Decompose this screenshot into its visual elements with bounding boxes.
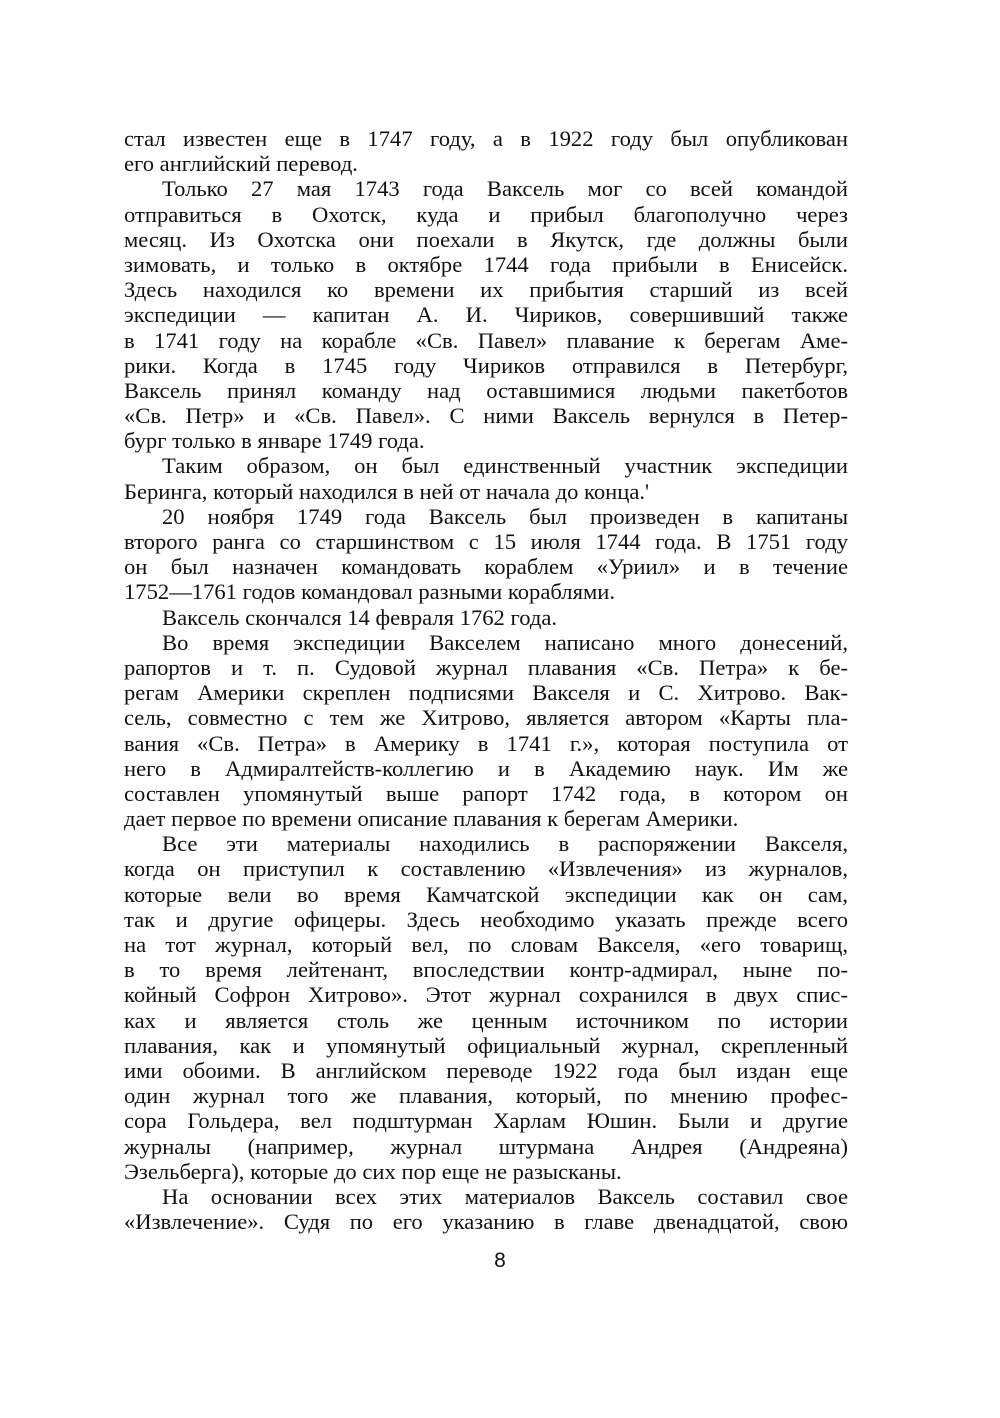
text-line: отправиться в Охотск, куда и прибыл благополучно через bbox=[124, 201, 848, 227]
paragraph bbox=[124, 1184, 848, 1234]
paragraph bbox=[124, 126, 848, 176]
paragraph bbox=[124, 831, 848, 1184]
text-line: составлен упомянутый выше рапорт 1742 года, в котором он bbox=[124, 780, 848, 806]
text-line: Беринга, который находился в ней от начала до конца.' bbox=[124, 478, 650, 504]
paragraph bbox=[124, 605, 848, 630]
text-line: Ваксель принял команду над оставшимися людьми пакетботов bbox=[124, 377, 848, 403]
text-line: которые вели во время Камчатской экспедиции как он сам, bbox=[124, 881, 848, 907]
text-line: зимовать, и только в октябре 1744 года прибыли в Енисейск. bbox=[124, 251, 848, 277]
page-number: 8 bbox=[494, 1249, 506, 1272]
text-line: 1752—1761 годов командовал разными кораблями. bbox=[124, 579, 615, 605]
text-line: Все эти материалы находились в распоряжении Вакселя, bbox=[162, 831, 848, 857]
text-line: него в Адмиралтейств-коллегию и в Академию наук. Им же bbox=[124, 755, 848, 781]
text-line: плавания, как и упомянутый официальный журнал, скрепленный bbox=[124, 1032, 848, 1058]
text-line: рапортов и т. п. Судовой журнал плавания «Св. Петра» к бе- bbox=[124, 654, 848, 680]
text-line: на тот журнал, который вел, по словам Вакселя, «его товарищ, bbox=[124, 932, 848, 957]
text-line: Таким образом, он был единственный участник экспедиции bbox=[162, 453, 848, 479]
text-line: второго ранга со старшинством с 15 июля 1744 года. В 1751 году bbox=[124, 529, 848, 554]
text-line: так и другие офицеры. Здесь необходимо указать прежде всего bbox=[124, 906, 848, 932]
text-line: Только 27 мая 1743 года Ваксель мог со всей командой bbox=[162, 176, 848, 202]
text-line: его английский перевод. bbox=[124, 151, 358, 177]
text-line: в то время лейтенант, впоследствии контр-адмирал, ныне по- bbox=[124, 957, 848, 983]
text-line: один журнал того же плавания, который, по мнению профес- bbox=[124, 1083, 848, 1109]
text-line: На основании всех этих материалов Ваксель составил свое bbox=[162, 1183, 848, 1209]
text-line: 20 ноября 1749 года Ваксель был произведен в капитаны bbox=[162, 503, 848, 529]
text-line: сора Гольдера, вел подштурман Харлам Юшин. Были и другие bbox=[124, 1108, 848, 1134]
paragraph bbox=[124, 504, 848, 605]
page-body bbox=[124, 126, 848, 1234]
paragraph bbox=[124, 630, 848, 832]
text-line: в 1741 году на корабле «Св. Павел» плавание к берегам Аме- bbox=[124, 327, 848, 353]
text-line: он был назначен командовать кораблем «Уриил» и в течение bbox=[124, 554, 848, 580]
text-line: рики. Когда в 1745 году Чириков отправился в Петербург, bbox=[124, 352, 848, 378]
text-line: ках и является столь же ценным источником по истории bbox=[124, 1007, 848, 1033]
text-line: когда он приступил к составлению «Извлечения» из журналов, bbox=[124, 856, 848, 882]
text-line: бург только в январе 1749 года. bbox=[124, 428, 425, 454]
paragraph bbox=[124, 176, 848, 453]
text-line: «Извлечение». Судя по его указанию в главе двенадцатой, свою bbox=[124, 1209, 848, 1235]
text-line: койный Софрон Хитрово». Этот журнал сохранился в двух спис- bbox=[124, 982, 848, 1008]
text-line: месяц. Из Охотска они поехали в Якутск, где должны были bbox=[124, 226, 848, 252]
text-line: Эзельберга), которые до сих пор еще не разысканы. bbox=[124, 1158, 622, 1184]
text-line: вания «Св. Петра» в Америку в 1741 г.», которая поступила от bbox=[124, 730, 848, 756]
paragraph bbox=[124, 453, 848, 503]
text-line: регам Америки скреплен подписями Вакселя и С. Хитрово. Вак- bbox=[124, 680, 848, 706]
text-line: стал известен еще в 1747 году, а в 1922 году был опубликован bbox=[124, 126, 848, 151]
text-line: Ваксель скончался 14 февраля 1762 года. bbox=[162, 604, 558, 630]
text-line: сель, совместно с тем же Хитрово, является автором «Карты пла- bbox=[124, 705, 848, 731]
text-line: ими обоими. В английском переводе 1922 года был издан еще bbox=[124, 1057, 848, 1083]
text-line: дает первое по времени описание плавания к берегам Америки. bbox=[124, 806, 739, 832]
text-line: экспедиции — капитан А. И. Чириков, совершивший также bbox=[124, 302, 848, 328]
text-line: журналы (например, журнал штурмана Андрея (Андреяна) bbox=[124, 1133, 848, 1159]
text-line: Во время экспедиции Вакселем написано много донесений, bbox=[162, 629, 848, 655]
text-line: «Св. Петр» и «Св. Павел». С ними Ваксель вернулся в Петер- bbox=[124, 403, 848, 429]
text-line: Здесь находился ко времени их прибытия старший из всей bbox=[124, 277, 848, 303]
